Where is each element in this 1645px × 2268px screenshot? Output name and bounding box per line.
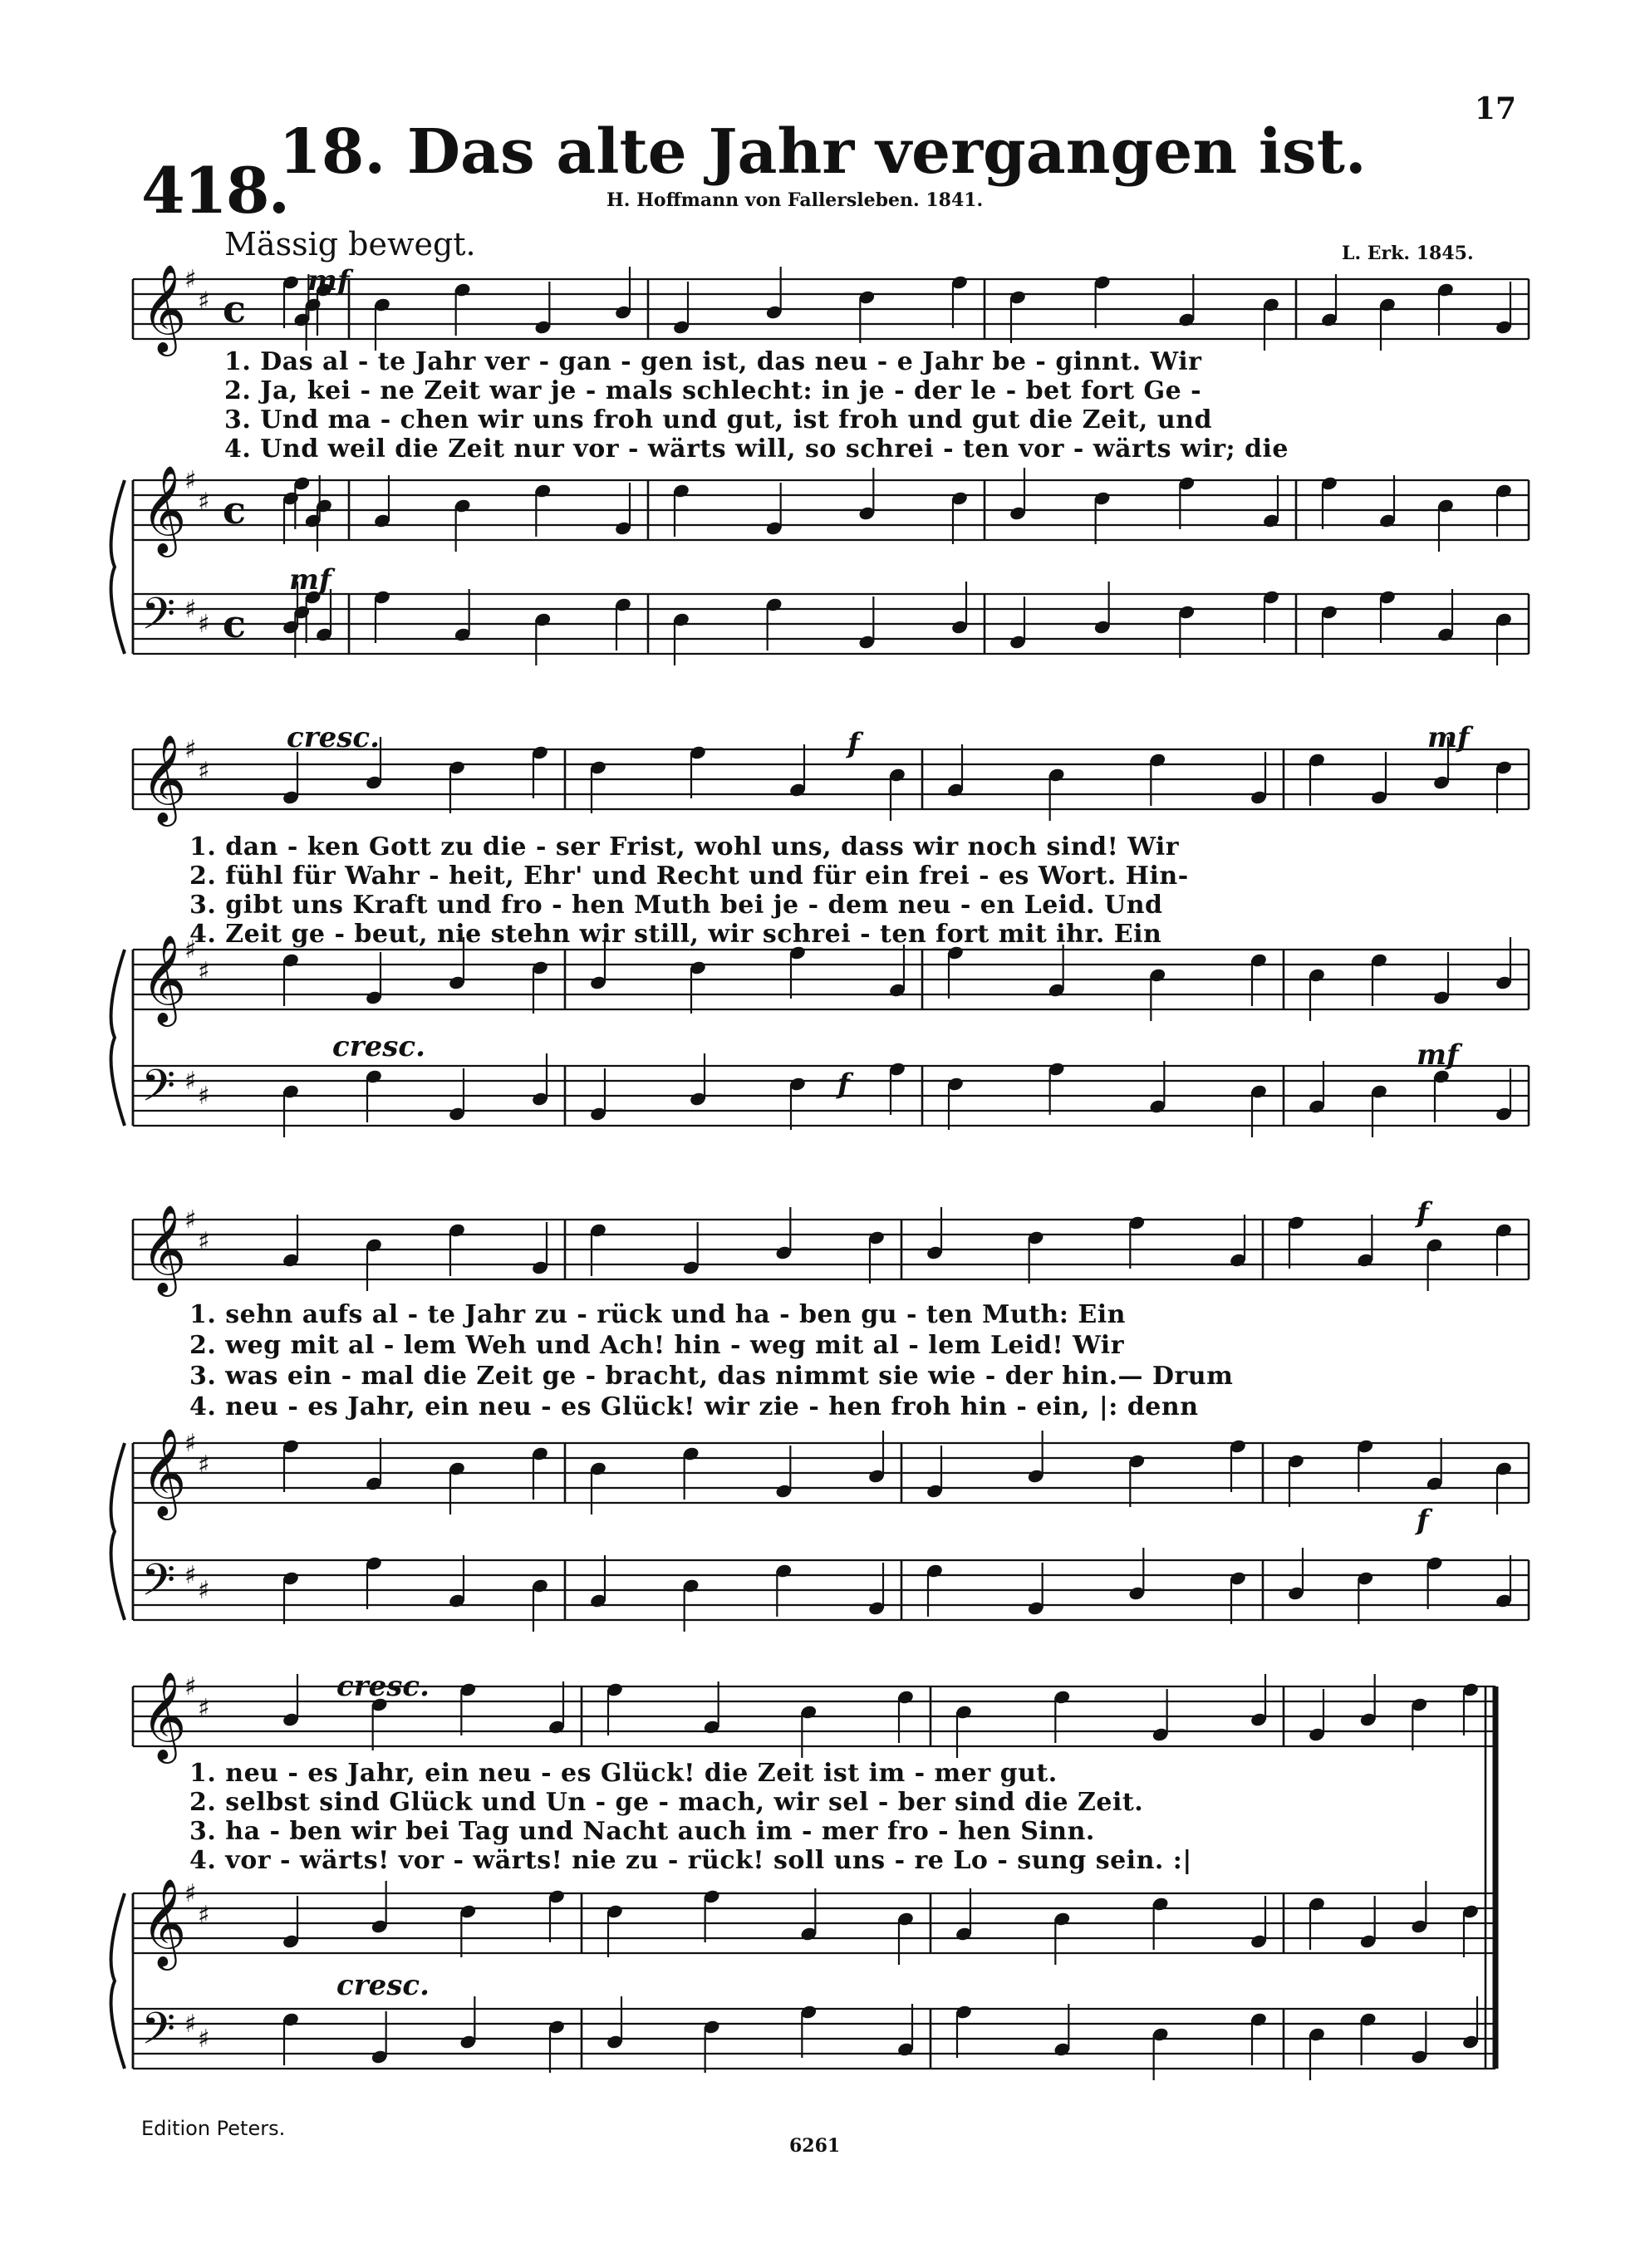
key-signature-sharp: ♯ (198, 610, 210, 639)
key-signature-sharp: ♯ (184, 735, 197, 764)
lyric-line: 1. neu - es Jahr, ein neu - es Glück! die Zeit ist im - mer gut. (189, 1759, 1058, 1788)
key-signature-sharp: ♯ (184, 595, 197, 624)
key-signature-sharp: ♯ (198, 1451, 210, 1480)
bass-clef-icon: 𝄢 (141, 589, 176, 650)
key-signature-sharp: ♯ (184, 265, 197, 294)
treble-clef-icon: 𝄞 (141, 464, 187, 553)
dynamic-marking: cresc. (287, 721, 380, 754)
lyric-line: 3. Und ma - chen wir uns froh und gut, ist froh und gut die Zeit, und (224, 405, 1212, 434)
lyric-line: 1. Das al - te Jahr ver - gan - gen ist, das neu - e Jahr be - ginnt. Wir (224, 347, 1202, 376)
dynamic-marking: f (1417, 1504, 1429, 1537)
dynamic-marking: cresc. (336, 1969, 430, 2002)
lyric-line: 3. ha - ben wir bei Tag und Nacht auch im - mer fro - hen Sinn. (189, 1817, 1095, 1846)
key-signature-sharp: ♯ (184, 1067, 197, 1096)
bass-clef-icon: 𝄢 (141, 1555, 176, 1617)
treble-clef-icon: 𝄞 (141, 934, 187, 1023)
key-signature-sharp: ♯ (198, 1576, 210, 1605)
treble-clef-icon: 𝄞 (141, 1671, 187, 1760)
page-number: 17 (1474, 91, 1516, 126)
key-signature-sharp: ♯ (184, 1429, 197, 1458)
key-signature-sharp: ♯ (184, 935, 197, 965)
bass-clef-icon: 𝄢 (141, 1061, 176, 1122)
key-signature-sharp: ♯ (184, 1672, 197, 1701)
lyric-line: 4. Und weil die Zeit nur vor - wärts will, so schrei - ten vor - wärts wir; die (224, 434, 1289, 464)
treble-clef-icon: 𝄞 (141, 263, 187, 352)
treble-clef-icon: 𝄞 (141, 1204, 187, 1293)
dynamic-marking: f (1417, 1196, 1429, 1230)
key-signature-sharp: ♯ (184, 1205, 197, 1235)
lyric-line: 3. gibt uns Kraft und fro - hen Muth bei je - dem neu - en Leid. Und (189, 891, 1163, 920)
piano-brace (111, 950, 125, 1126)
time-signature: c (223, 488, 247, 533)
key-signature-sharp: ♯ (198, 1227, 210, 1256)
lyric-line: 2. selbst sind Glück und Un - ge - mach, wir sel - ber sind die Zeit. (189, 1788, 1144, 1817)
dynamic-marking: f (837, 1068, 850, 1101)
key-signature-sharp: ♯ (198, 1082, 210, 1111)
composer-credit: L. Erk. 1845. (1342, 243, 1474, 264)
dynamic-marking: cresc. (332, 1030, 425, 1063)
lyric-line: 4. vor - wärts! vor - wärts! nie zu - rück! soll uns - re Lo - sung sein. :| (189, 1846, 1192, 1875)
piano-brace (111, 1893, 125, 2069)
time-signature: c (223, 287, 247, 331)
dynamic-marking: cresc. (336, 1670, 430, 1703)
key-signature-sharp: ♯ (198, 957, 210, 986)
key-signature-sharp: ♯ (198, 488, 210, 517)
key-signature-sharp: ♯ (184, 1879, 197, 1908)
piano-brace (111, 1443, 125, 1620)
key-signature-sharp: ♯ (198, 2025, 210, 2054)
song-title: 18. Das alte Jahr vergangen ist. (278, 116, 1367, 188)
bass-clef-icon: 𝄢 (141, 2004, 176, 2065)
lyric-line: 4. Zeit ge - beut, nie stehn wir still, wir schrei - ten fort mit ihr. Ein (189, 920, 1162, 949)
key-signature-sharp: ♯ (198, 1901, 210, 1930)
time-signature: c (223, 601, 247, 646)
treble-clef-icon: 𝄞 (141, 1427, 187, 1516)
dynamic-marking: mf (1427, 721, 1470, 754)
lyric-line: 1. dan - ken Gott zu die - ser Frist, wohl uns, dass wir noch sind! Wir (189, 832, 1180, 862)
lyric-line: 2. fühl für Wahr - heit, Ehr' und Recht und für ein frei - es Wort. Hin- (189, 862, 1189, 891)
lyric-line: 1. sehn aufs al - te Jahr zu - rück und ha - ben gu - ten Muth: Ein (189, 1300, 1126, 1329)
key-signature-sharp: ♯ (198, 757, 210, 786)
edition-label: Edition Peters. (141, 2117, 286, 2140)
lyric-line: 4. neu - es Jahr, ein neu - es Glück! wir zie - hen froh hin - ein, |: denn (189, 1392, 1199, 1421)
dynamic-marking: mf (1417, 1038, 1459, 1072)
dynamic-marking: f (847, 727, 860, 760)
piano-brace (111, 480, 125, 654)
key-signature-sharp: ♯ (184, 466, 197, 495)
handwritten-number: 418. (141, 154, 289, 228)
dynamic-marking: mf (307, 264, 350, 297)
tempo-marking: Mässig bewegt. (224, 226, 476, 263)
key-signature-sharp: ♯ (184, 1561, 197, 1590)
plate-number: 6261 (789, 2135, 841, 2157)
key-signature-sharp: ♯ (198, 1694, 210, 1723)
key-signature-sharp: ♯ (184, 2010, 197, 2039)
dynamic-marking: mf (289, 563, 331, 596)
treble-clef-icon: 𝄞 (141, 1878, 187, 1966)
lyric-line: 3. was ein - mal die Zeit ge - bracht, das nimmt sie wie - der hin.— Drum (189, 1362, 1234, 1391)
lyric-line: 2. Ja, kei - ne Zeit war je - mals schlecht: in je - der le - bet fort Ge - (224, 376, 1202, 405)
treble-clef-icon: 𝄞 (141, 734, 187, 822)
key-signature-sharp: ♯ (198, 287, 210, 316)
lyricist-credit: H. Hoffmann von Fallersleben. 1841. (606, 189, 984, 211)
lyric-line: 2. weg mit al - lem Weh und Ach! hin - weg mit al - lem Leid! Wir (189, 1331, 1124, 1360)
